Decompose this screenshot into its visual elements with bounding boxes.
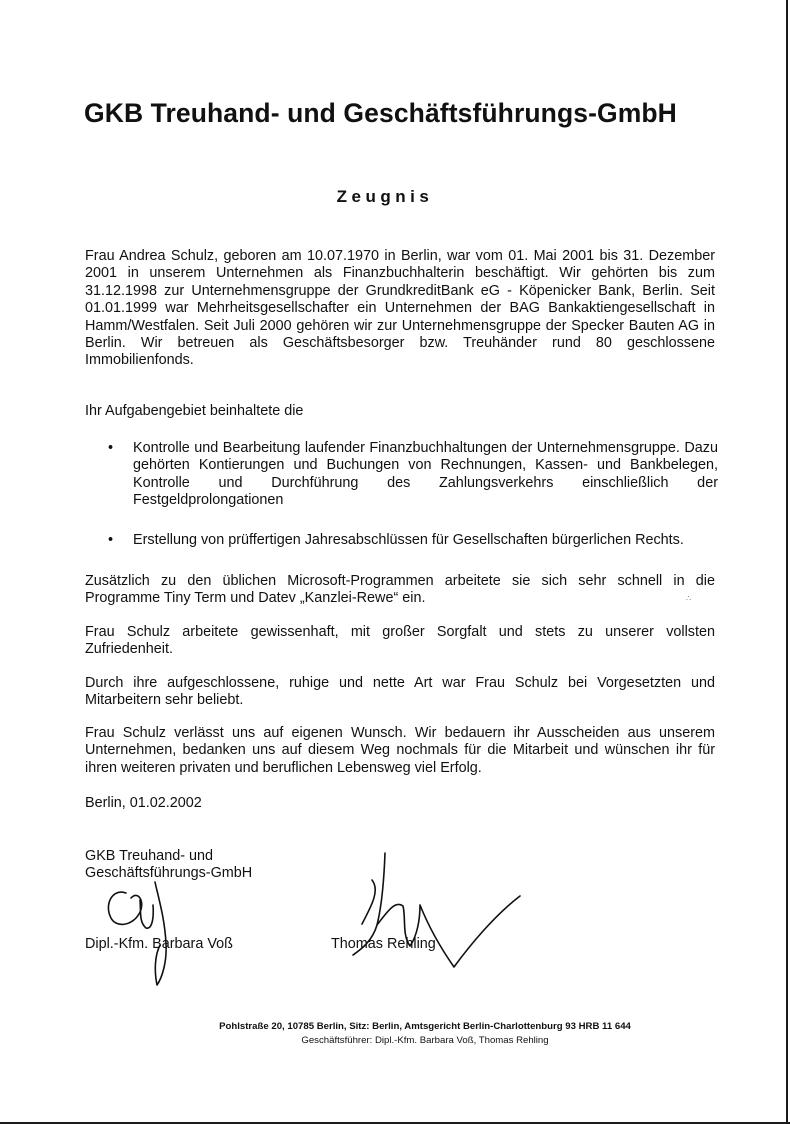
- signature-voss: [108, 882, 166, 985]
- bullet-icon: •: [108, 531, 114, 548]
- software-paragraph: Zusätzlich zu den üblichen Microsoft-Programmen arbeitete sie sich sehr schnell in die Programme Tiny Term und Datev „Kanzlei-Rewe“ ein.: [85, 573, 715, 607]
- tasks-list: [108, 440, 718, 549]
- signer-name-2: Thomas Rehling: [331, 936, 436, 952]
- scan-speck: ∴: [686, 594, 692, 603]
- closing-paragraph: Frau Schulz verlässt uns auf eigenen Wunsch. Wir bedauern ihr Ausscheiden aus unserem Unternehmen, bedanken uns auf diesem Weg nochmals für die Mitarbeit und wünschen ihr für ihren weiteren privaten und beruflichen Lebensweg viel Erfolg.: [85, 725, 715, 776]
- scan-edge-right: [786, 0, 788, 1124]
- task-text: Erstellung von prüffertigen Jahresabschlüssen für Gesellschaften bürgerlichen Rechts.: [133, 531, 684, 548]
- company-letterhead: GKB Treuhand- und Geschäftsführungs-GmbH: [84, 98, 677, 128]
- list-item: [108, 532, 718, 549]
- signature-company-line: Geschäftsführungs-GmbH: [85, 865, 253, 882]
- signature-company-line: GKB Treuhand- und: [85, 848, 213, 864]
- signer-name-1: Dipl.-Kfm. Barbara Voß: [85, 936, 233, 952]
- document-title: Zeugnis: [336, 187, 434, 206]
- work-quality-paragraph: Frau Schulz arbeitete gewissenhaft, mit großer Sorgfalt und stets zu unserer vollsten Zufriedenheit.: [85, 624, 715, 658]
- signature-company: [85, 848, 252, 883]
- footer-address: Pohlstraße 20, 10785 Berlin, Sitz: Berlin, Amtsgericht Berlin-Charlottenburg 93 HRB 11 644: [219, 1021, 631, 1032]
- bullet-icon: •: [108, 440, 114, 456]
- behavior-paragraph: Durch ihre aufgeschlossene, ruhige und nette Art war Frau Schulz bei Vorgesetzten und Mitarbeitern sehr beliebt.: [85, 675, 715, 709]
- footer: [0, 1020, 790, 1048]
- list-item: [108, 440, 718, 510]
- place-date: Berlin, 01.02.2002: [85, 795, 202, 811]
- tasks-intro: Ihr Aufgabengebiet beinhaltete die: [85, 403, 304, 419]
- introduction-paragraph: Frau Andrea Schulz, geboren am 10.07.1970 in Berlin, war vom 01. Mai 2001 bis 31. Dezember 2001 in unserem Unternehmen als Finanzbuchhalterin beschäftigt. Wir gehörten bis zum 31.12.1998 zur Unternehmensgruppe der GrundkreditBank eG - Köpenicker Bank, Berlin. Seit 01.01.1999 war Mehrheitsgesellschafter ein Unternehmen der BAG Bankaktiengesellschaft in Hamm/Westfalen. Seit Juli 2000 gehören wir zur Unternehmensgruppe der Specker Bauten AG in Berlin. Wir betreuen als Geschäftsbesorger bzw. Treuhänder rund 80 geschlossene Immobilienfonds.: [85, 248, 715, 369]
- task-text: Kontrolle und Bearbeitung laufender Finanzbuchhaltungen der Unternehmensgruppe. Dazu gehörten Kontierungen und Buchungen von Rechnungen, Kassen- und Bankbelegen, Kontrolle und Durchführung des Zahlungsverkehrs einschließlich der Festgeldprolongationen: [133, 440, 718, 509]
- footer-management: Geschäftsführer: Dipl.-Kfm. Barbara Voß, Thomas Rehling: [301, 1035, 549, 1046]
